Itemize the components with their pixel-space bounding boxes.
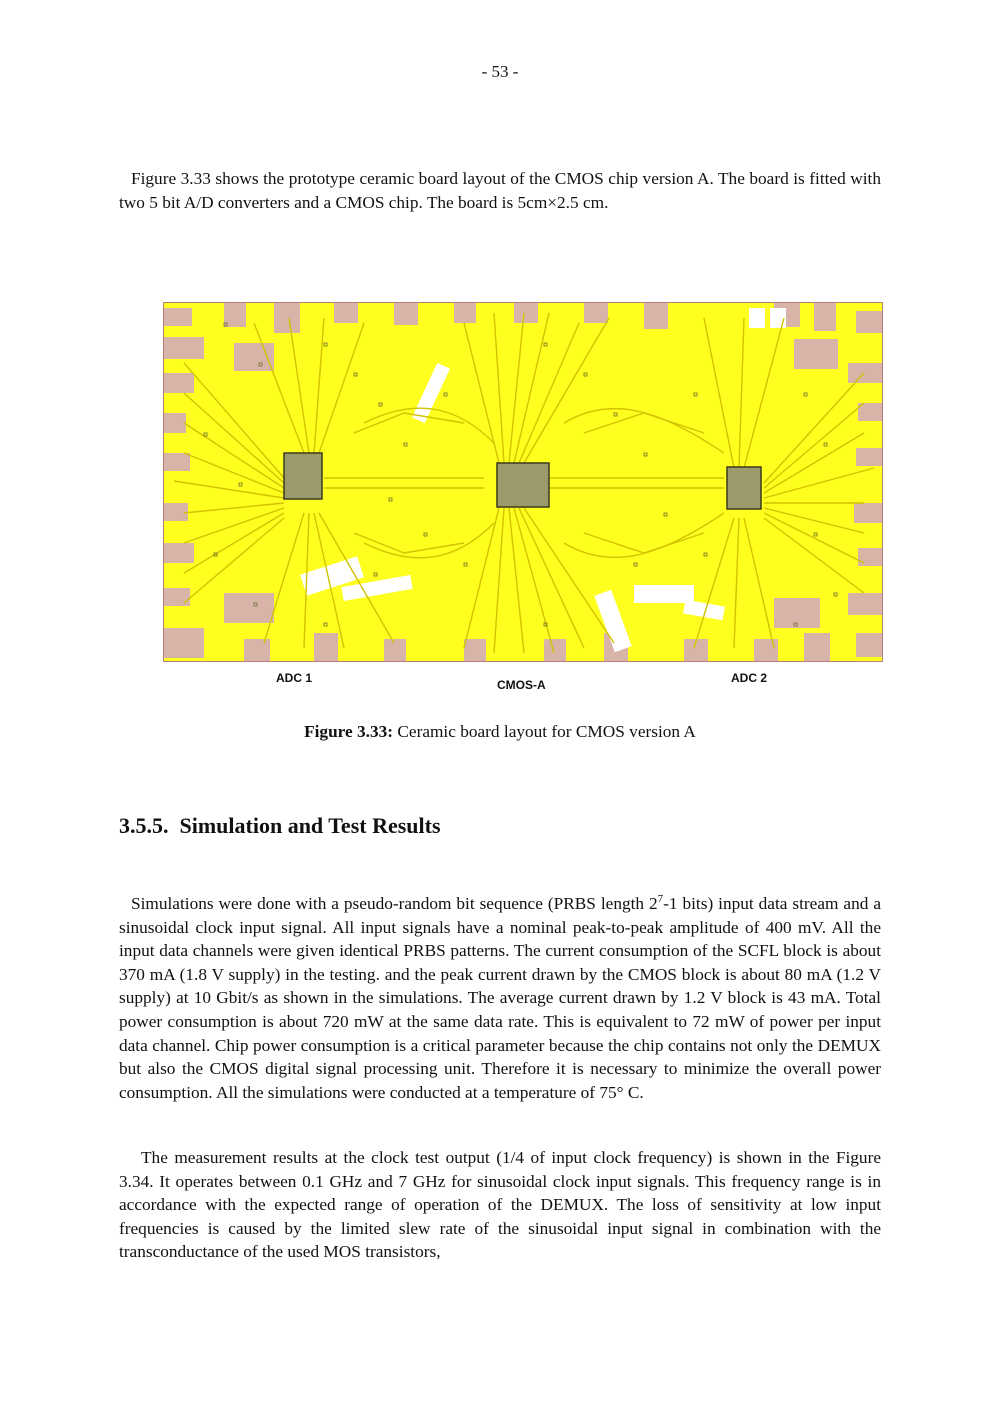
adc2-label: ADC 2 bbox=[731, 671, 768, 685]
ceramic-board-figure bbox=[163, 302, 883, 662]
section-title: Simulation and Test Results bbox=[179, 813, 441, 838]
board-layout-drawing bbox=[164, 303, 883, 662]
paragraph-1-start: Simulations were done with a pseudo-random bit sequence (PRBS length 2 bbox=[131, 894, 658, 913]
page-number: - 53 - bbox=[481, 62, 519, 81]
paragraph-2-text: The measurement results at the clock test output (1/4 of input clock frequency) is shown in the Figure 3.34. It operates between 0.1 GHz and 7 GHz for sinusoidal clock input signals. This frequency range is in accordance with the expected range of operation of the DEMUX. The loss of sensitivity at low input frequencies is caused by the limited slew rate of the sinusoidal input signal in combination with the transconductance of the used MOS transistors, bbox=[119, 1148, 881, 1262]
figure-caption bbox=[0, 722, 1000, 742]
paragraph-1 bbox=[119, 892, 881, 1104]
adc1-chip bbox=[284, 453, 322, 499]
cmos-chip bbox=[497, 463, 549, 507]
adc1-label: ADC 1 bbox=[276, 671, 313, 685]
section-number: 3.5.5. bbox=[119, 813, 169, 838]
paragraph-1-superscript: 7 bbox=[657, 893, 664, 906]
caption-text: Ceramic board layout for CMOS version A bbox=[393, 722, 696, 741]
paragraph-1-rest: -1 bits) input data stream and a sinusoidal clock input signal. All input signals have a nominal peak-to-peak amplitude of 400 mV. All the input data channels were given identical PRBS patterns. The current consumption of the SCFL block is about 370 mA (1.8 V supply) in the testing. and the peak current drawn by the CMOS block is about 80 mA (1.2 V supply) at 10 Gbit/s as shown in the simulations. The average current drawn by 1.2 V block is 43 mA. Total power consumption is about 720 mW at the same data rate. This is equivalent to 72 mW of power per input data channel. Chip power consumption is a critical parameter because the chip contains not only the DEMUX but also the CMOS digital signal processing unit. Therefore it is necessary to minimize the overall power consumption. All the simulations were conducted at a temperature of 75° C. bbox=[119, 894, 881, 1102]
paragraph-2 bbox=[119, 1146, 881, 1264]
section-heading bbox=[119, 813, 441, 839]
adc2-chip bbox=[727, 467, 761, 509]
intro-paragraph bbox=[119, 167, 881, 214]
cmos-label: CMOS-A bbox=[497, 678, 546, 692]
intro-text: Figure 3.33 shows the prototype ceramic board layout of the CMOS chip version A. The board is fitted with two 5 bit A/D converters and a CMOS chip. The board is 5cm×2.5 cm. bbox=[119, 169, 881, 212]
caption-prefix: Figure 3.33: bbox=[304, 722, 394, 741]
